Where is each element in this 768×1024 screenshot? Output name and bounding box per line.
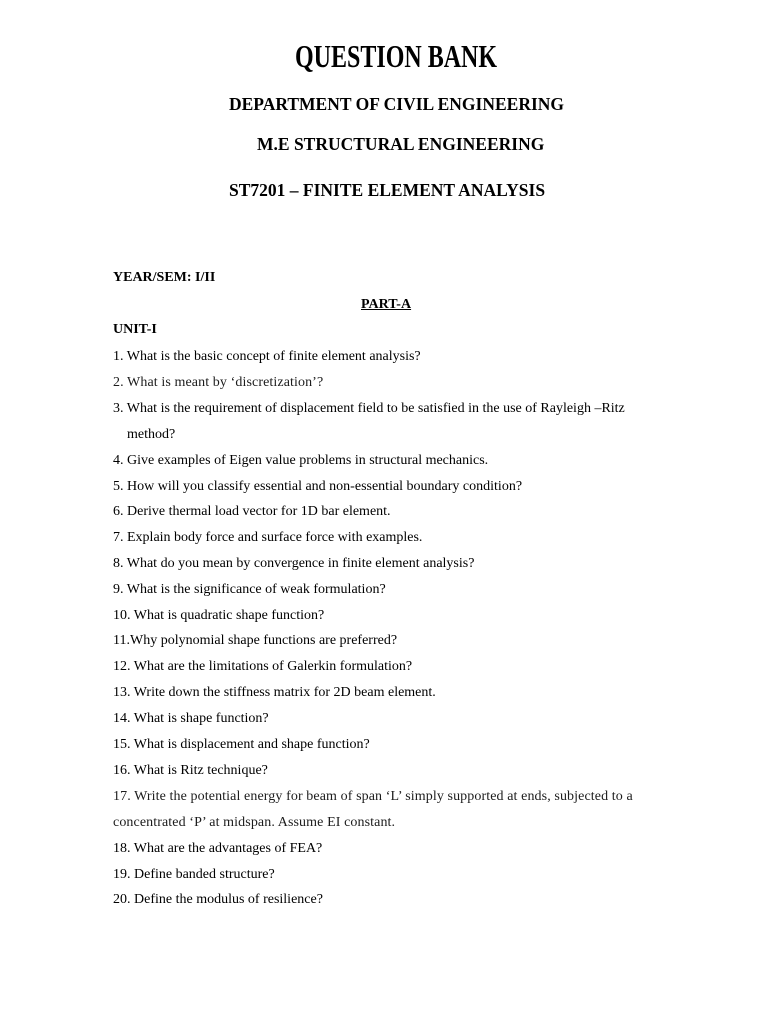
question-15: 15. What is displacement and shape function? xyxy=(113,737,370,752)
question-3: 3. What is the requirement of displacement field to be satisfied in the use of Rayleigh –Ritz xyxy=(113,401,625,416)
question-1: 1. What is the basic concept of finite element analysis? xyxy=(113,349,421,364)
question-14: 14. What is shape function? xyxy=(113,711,269,726)
document-title: QUESTION BANK xyxy=(295,38,498,74)
question-11: 11.Why polynomial shape functions are preferred? xyxy=(113,633,398,648)
program-heading: M.E STRUCTURAL ENGINEERING xyxy=(257,134,545,154)
department-heading: DEPARTMENT OF CIVIL ENGINEERING xyxy=(229,94,565,114)
unit-heading: UNIT-I xyxy=(113,322,157,337)
question-10: 10. What is quadratic shape function? xyxy=(113,608,325,623)
question-17-continuation: concentrated ‘P’ at midspan. Assume EI constant. xyxy=(113,815,396,830)
question-20: 20. Define the modulus of resilience? xyxy=(113,892,323,907)
question-19: 19. Define banded structure? xyxy=(113,867,275,882)
question-2: 2. What is meant by ‘discretization’? xyxy=(113,375,324,390)
question-16: 16. What is Ritz technique? xyxy=(113,763,268,778)
question-3-continuation: method? xyxy=(127,427,176,442)
question-6: 6. Derive thermal load vector for 1D bar element. xyxy=(113,504,391,519)
question-9: 9. What is the significance of weak formulation? xyxy=(113,582,386,597)
question-13: 13. Write down the stiffness matrix for 2D beam element. xyxy=(113,685,436,700)
question-5: 5. How will you classify essential and non-essential boundary condition? xyxy=(113,479,523,494)
course-heading: ST7201 – FINITE ELEMENT ANALYSIS xyxy=(229,180,546,200)
question-18: 18. What are the advantages of FEA? xyxy=(113,841,323,856)
question-4: 4. Give examples of Eigen value problems in structural mechanics. xyxy=(113,453,489,468)
year-sem-label: YEAR/SEM: I/II xyxy=(113,270,216,285)
question-8: 8. What do you mean by convergence in finite element analysis? xyxy=(113,556,475,571)
question-12: 12. What are the limitations of Galerkin formulation? xyxy=(113,659,413,674)
part-heading: PART-A xyxy=(361,297,412,312)
question-7: 7. Explain body force and surface force with examples. xyxy=(113,530,423,545)
question-17: 17. Write the potential energy for beam of span ‘L’ simply supported at ends, subjected to a xyxy=(113,789,633,804)
